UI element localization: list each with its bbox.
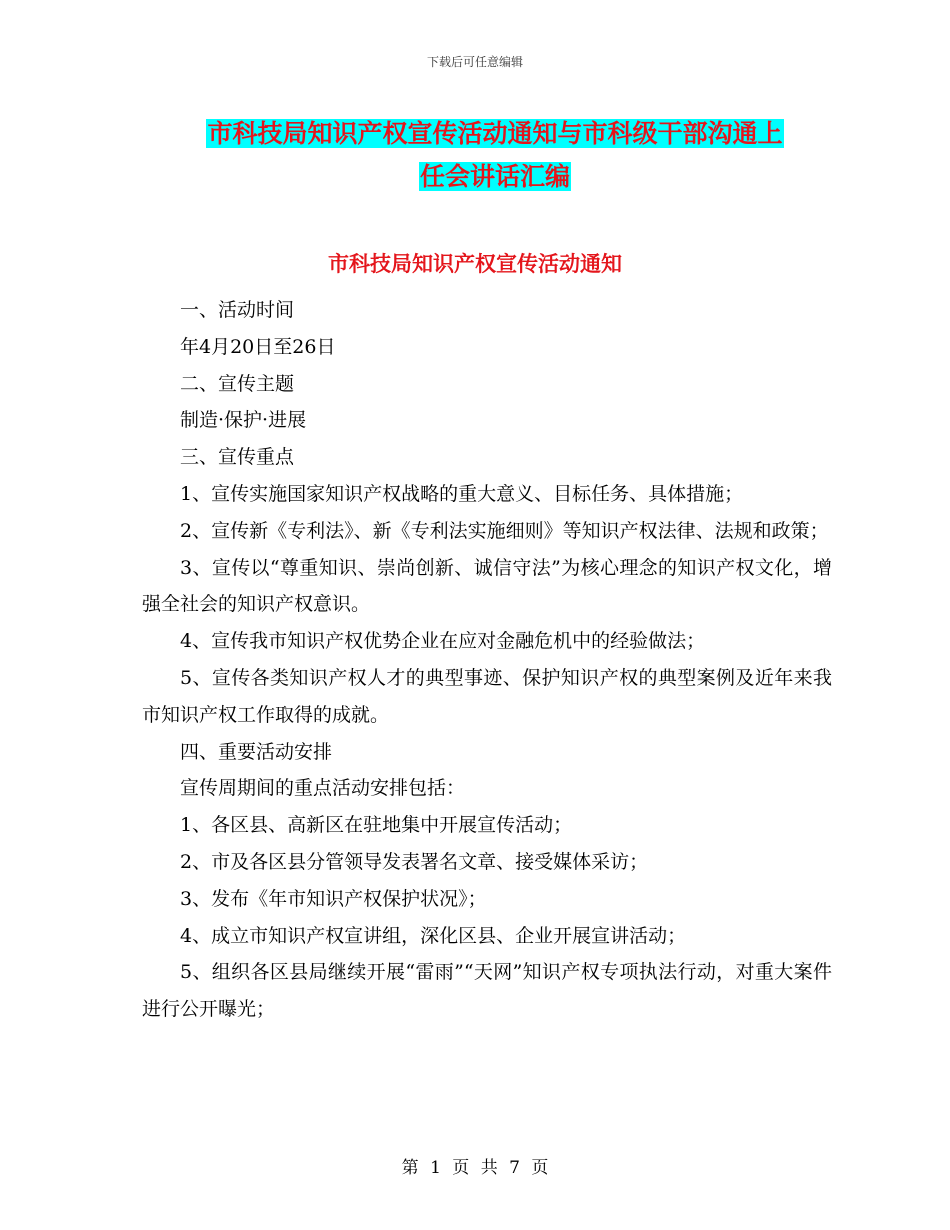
paragraph: 4、成立市知识产权宣讲组，深化区县、企业开展宣讲活动； [180,924,687,947]
document-title [150,112,840,198]
paragraph: 四、重要活动安排 [180,740,333,763]
paragraph: 1、各区县、高新区在驻地集中开展宣传活动； [180,814,573,837]
paragraph: 三、宣传重点 [180,446,295,469]
paragraph: 年4月20日至26日 [180,335,336,358]
paragraph: 1、宣传实施国家知识产权战略的重大意义、目标任务、具体措施； [180,482,744,505]
paragraph: 5、宣传各类知识产权人才的典型事迹、保护知识产权的典型案例及近年来我市知识产权工作取得的成就。 [142,666,832,726]
paragraph: 制造·保护·进展 [180,409,307,432]
paragraph: 2、市及各区县分管领导发表署名文章、接受媒体采访； [180,850,649,873]
paragraph: 5、组织各区县局继续开展“雷雨”“天网”知识产权专项执法行动，对重大案件进行公开曝光； [142,961,832,1021]
header-note: 下载后可任意编辑 [426,55,523,69]
page-number: 第 1 页 共 7 页 [401,1158,549,1178]
document-title-line-1: 市科技局知识产权宣传活动通知与市科级干部沟通上 [207,119,783,148]
paragraph: 二、宣传主题 [180,372,295,395]
paragraph: 2、宣传新《专利法》、新《专利法实施细则》等知识产权法律、法规和政策； [180,519,829,542]
section-title: 市科技局知识产权宣传活动通知 [328,252,622,276]
paragraph: 4、宣传我市知识产权优势企业在应对金融危机中的经验做法； [180,630,706,653]
paragraph: 一、活动时间 [180,299,295,321]
paragraph: 3、宣传以“尊重知识、崇尚创新、诚信守法”为核心理念的知识产权文化，增强全社会的知识产权意识。 [142,556,832,616]
document-title-line-2: 任会讲话汇编 [419,162,570,191]
paragraph: 宣传周期间的重点活动安排包括： [180,777,466,800]
paragraph: 3、发布《年市知识产权保护状况》； [180,887,487,910]
document-body [142,292,832,1028]
